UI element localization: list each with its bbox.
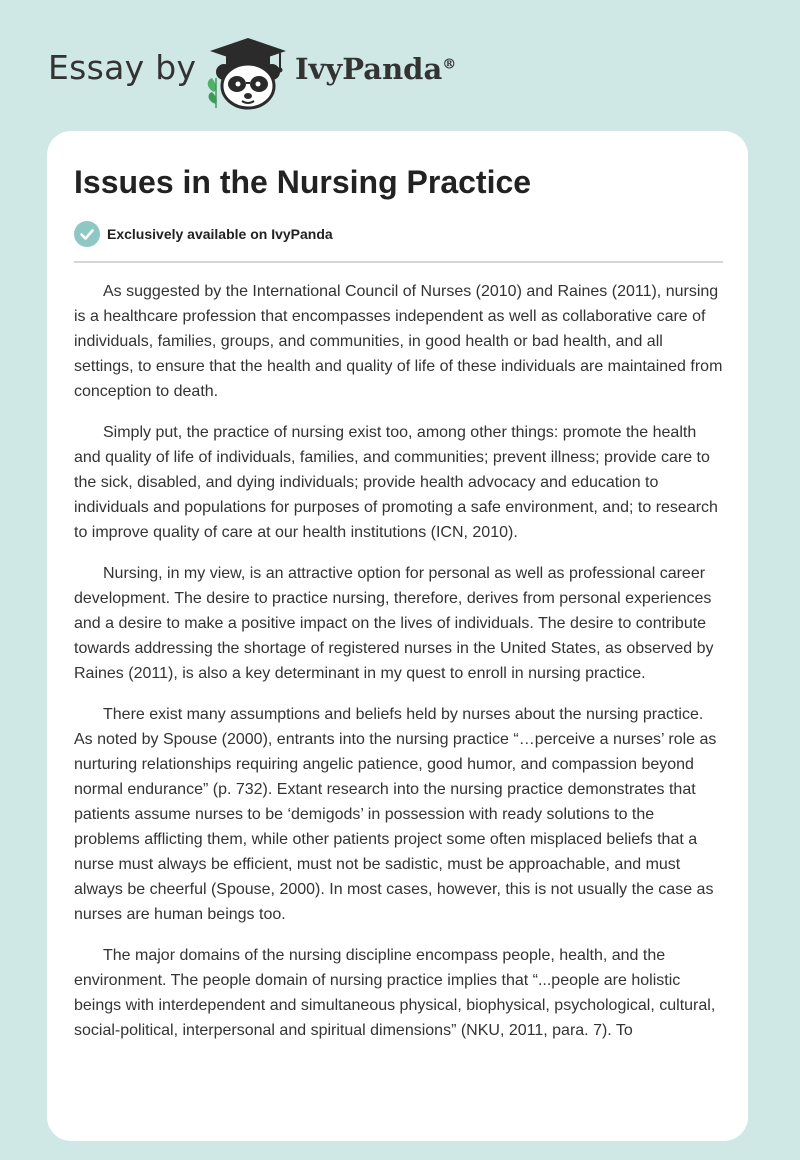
brand-name-link[interactable] <box>295 52 456 86</box>
site-header <box>0 0 800 130</box>
paragraph: Simply put, the practice of nursing exist too, among other things: promote the health and quality of life of individuals, families, and communities; prevent illness; provide care to the sick, disabled, and dying individuals; provide health advocacy and education to individuals and populations for purposes of promoting a safe environment, and; to research to improve quality of care at our health institutions (ICN, 2010). <box>74 424 718 541</box>
divider <box>74 261 723 263</box>
brand-prefix: Essay by <box>48 48 197 87</box>
page-title: Issues in the Nursing Practice <box>74 164 532 200</box>
brand-name: IvyPanda <box>295 52 443 86</box>
exclusive-badge <box>74 221 333 247</box>
article-body <box>74 279 723 1059</box>
registered-mark: ® <box>442 56 457 73</box>
paragraph: There exist many assumptions and beliefs held by nurses about the nursing practice. As noted by Spouse (2000), entrants into the nursing practice “…perceive a nurses’ role as nurturing relationships requiring angelic patience, good humor, and compassion beyond normal endurance” (p. 732). Extant research into the nursing practice demonstrates that patients assume nurses to be ‘demigods’ in possession with ready solutions to the problems afflicting them, while other patients project some often misplaced beliefs that a nurse must always be efficient, must not be sadistic, must be approachable, and must always be cheerful (Spouse, 2000). In most cases, however, this is not usually the case as nurses are human beings too. <box>74 706 717 923</box>
badge-text: Exclusively available on IvyPanda <box>107 226 333 242</box>
check-circle-icon <box>74 221 100 247</box>
paragraph: The major domains of the nursing discipline encompass people, health, and the environment. The people domain of nursing practice implies that “...people are holistic beings with interdependent and simultaneous physical, biophysical, psychological, cultural, social-political, interpersonal and spiritual dimensions” (NKU, 2011, para. 7). To <box>74 947 716 1039</box>
article-card <box>47 131 748 1141</box>
paragraph: Nursing, in my view, is an attractive option for personal as well as professional career development. The desire to practice nursing, therefore, derives from personal experiences and a desire to make a positive impact on the lives of individuals. The desire to contribute towards addressing the shortage of registered nurses in the United States, as observed by Raines (2011), is also a key determinant in my quest to enroll in nursing practice. <box>74 565 714 682</box>
paragraph: As suggested by the International Council of Nurses (2010) and Raines (2011), nursing is a healthcare profession that encompasses independent as well as collaborative care of individuals, families, groups, and communities, in good health or bad health, and all settings, to ensure that the health and quality of life of these individuals are maintained from conception to death. <box>74 283 723 400</box>
panda-graduate-icon[interactable] <box>200 34 292 110</box>
